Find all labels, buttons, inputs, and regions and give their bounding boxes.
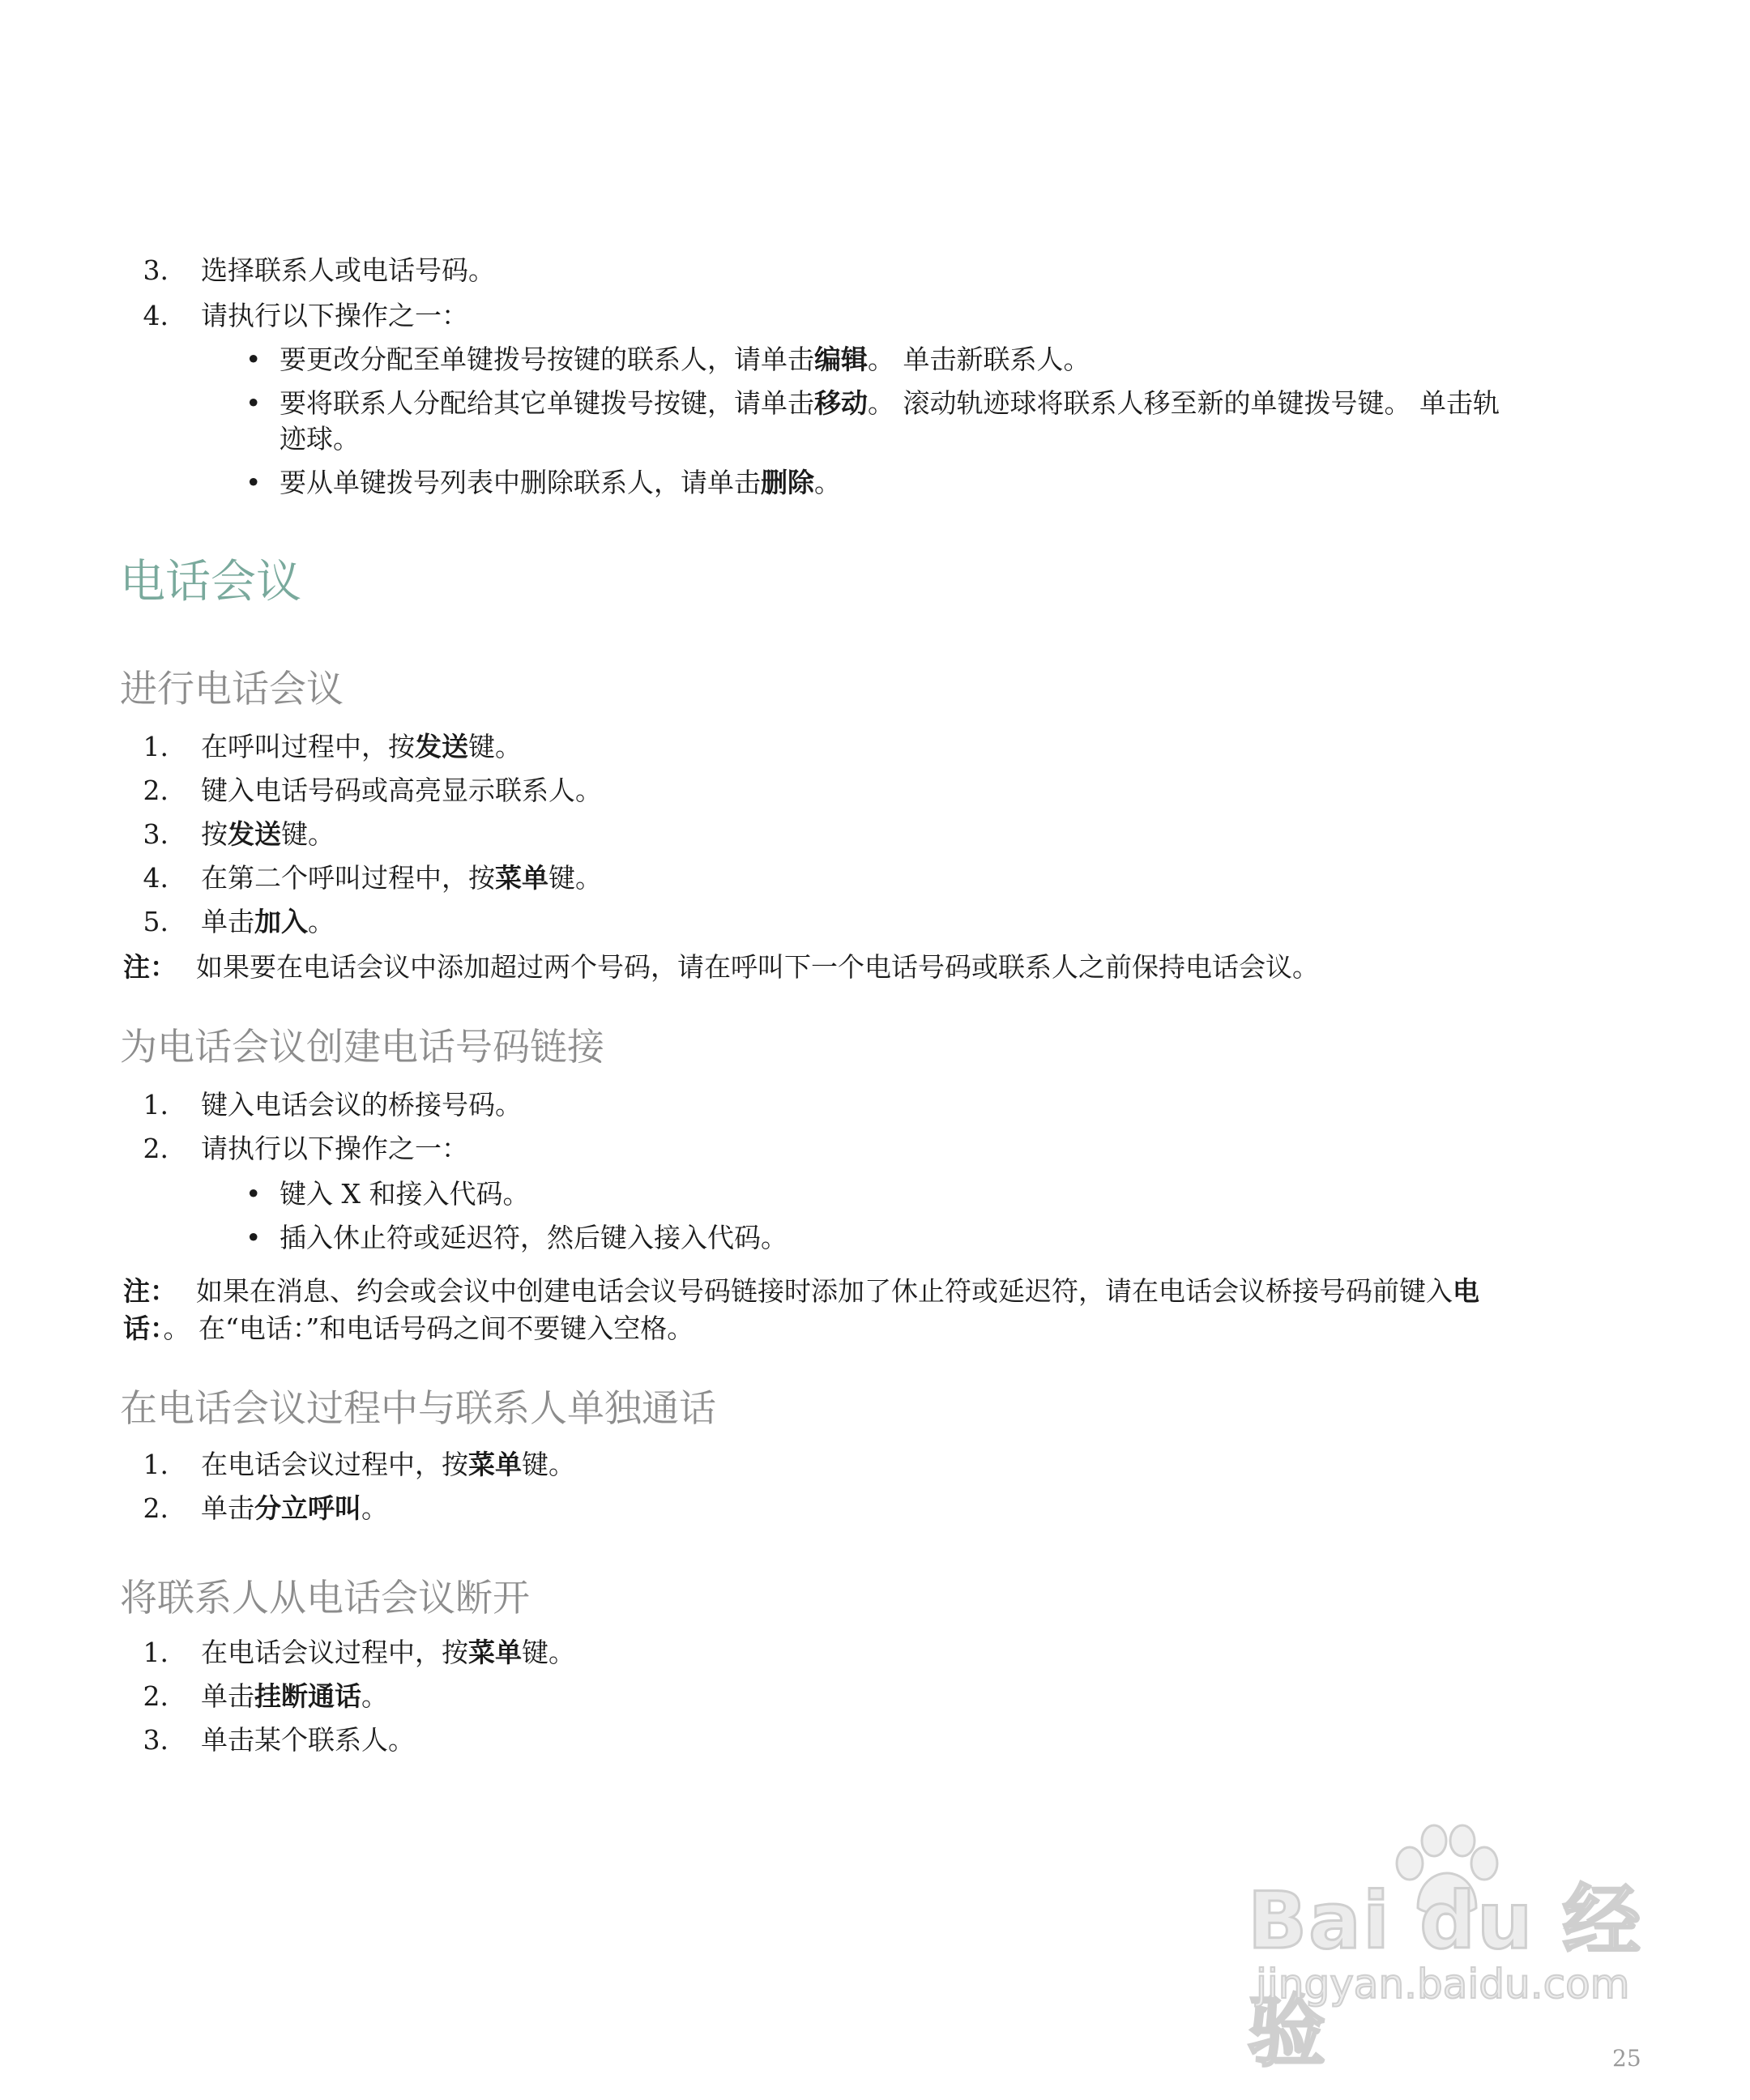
page-number: 25 [1612,2045,1641,2072]
list-text: 键。 [522,1637,575,1668]
bullet-text: 。 单击新联系人。 [868,344,1091,375]
list-text: 请执行以下操作之一： [201,1133,468,1164]
list-text: 键入电话会议的桥接号码。 [201,1089,522,1120]
ui-term: 电 [1453,1275,1479,1307]
bullet-icon: • [245,1178,262,1210]
list-text: 键。 [548,862,602,894]
ui-term: 加入 [254,906,308,937]
subsection-title: 在电话会议过程中与联系人单独通话 [120,1386,716,1430]
subsection-title: 将联系人从电话会议断开 [120,1576,530,1620]
list-number: 1. [143,1089,169,1120]
bullet-text: 要将联系人分配给其它单键拨号按键，请单击 [280,387,814,419]
note-label: 注： [123,1275,177,1307]
list-number: 2. [143,1133,169,1164]
note-continuation [123,1311,694,1347]
bullet-icon: • [245,467,262,498]
list-number: 2. [143,775,169,806]
ui-term: 发送 [228,818,281,850]
list-text: 键。 [468,731,522,762]
list-number: 2. [143,1492,169,1524]
ui-term: 分立呼叫 [254,1492,361,1524]
bullet-text: 插入休止符或延迟符，然后键入接入代码。 [280,1222,788,1253]
list-text: 在第二个呼叫过程中，按 [201,862,495,894]
bullet-text: 。 滚动轨迹球将联系人移至新的单键拨号键。 单击轨 [868,387,1500,419]
bullet-icon: • [245,387,262,419]
bullet-text: 要从单键拨号列表中删除联系人，请单击 [280,467,761,498]
list-text: 。 [361,1492,388,1524]
list-text: 在电话会议过程中，按 [201,1637,468,1668]
bullet-icon: • [245,1222,262,1253]
list-number: 3. [143,1724,169,1756]
ui-term: 菜单 [495,862,548,894]
bullet-text: 要更改分配至单键拨号按键的联系人，请单击 [280,344,814,375]
ui-term: 菜单 [468,1449,522,1480]
list-text: 键入电话号码或高亮显示联系人。 [201,775,602,806]
list-text: 。 [308,906,335,937]
list-text: 单击某个联系人。 [201,1724,415,1756]
subsection-title: 为电话会议创建电话号码链接 [120,1025,604,1069]
ui-term: 删除 [761,467,814,498]
bullet-text: 。 [814,467,841,498]
bullet-icon: • [245,344,262,375]
list-text: 单击 [201,1492,254,1524]
ui-term: 挂断通话 [254,1680,361,1712]
bullet-text: 键入 X 和接入代码。 [280,1178,530,1210]
subsection-title: 进行电话会议 [120,667,344,711]
list-number: 3. [143,254,169,286]
list-text: 在电话会议过程中，按 [201,1449,468,1480]
list-text: 请执行以下操作之一： [201,300,468,331]
note-text: 。 在“电话：”和电话号码之间不要键入空格。 [163,1312,694,1344]
list-text: 在呼叫过程中，按 [201,731,415,762]
note-text: 如果要在电话会议中添加超过两个号码，请在呼叫下一个电话号码或联系人之前保持电话会议。 [196,951,1319,983]
list-number: 2. [143,1680,169,1712]
list-text: 选择联系人或电话号码。 [201,254,495,286]
ui-term: 菜单 [468,1637,522,1668]
ui-term: 移动 [814,387,868,419]
section-title: 电话会议 [120,556,301,608]
list-number: 1. [143,1449,169,1480]
list-number: 1. [143,1637,169,1668]
note-label: 注： [123,951,177,983]
ui-term: 话： [123,1312,164,1344]
list-number: 3. [143,818,169,850]
watermark-logo-text: Bai du 经验 [1248,1876,1642,2077]
ui-term: 编辑 [814,344,868,375]
note-text: 如果在消息、约会或会议中创建电话会议号码链接时添加了休止符或延迟符，请在电话会议桥接号码前键入 [196,1275,1453,1307]
list-text: 单击 [201,1680,254,1712]
list-number: 5. [143,906,169,937]
list-text: 单击 [201,906,254,937]
watermark-url: jingyan.baidu.com [1256,1961,1630,2008]
list-text: 键。 [522,1449,575,1480]
list-number: 4. [143,862,169,894]
list-text: 键。 [281,818,335,850]
list-number: 1. [143,731,169,762]
list-text: 按 [201,818,228,850]
bullet-continuation: 迹球。 [280,423,360,455]
ui-term: 发送 [415,731,468,762]
list-text: 。 [361,1680,388,1712]
list-number: 4. [143,300,169,331]
